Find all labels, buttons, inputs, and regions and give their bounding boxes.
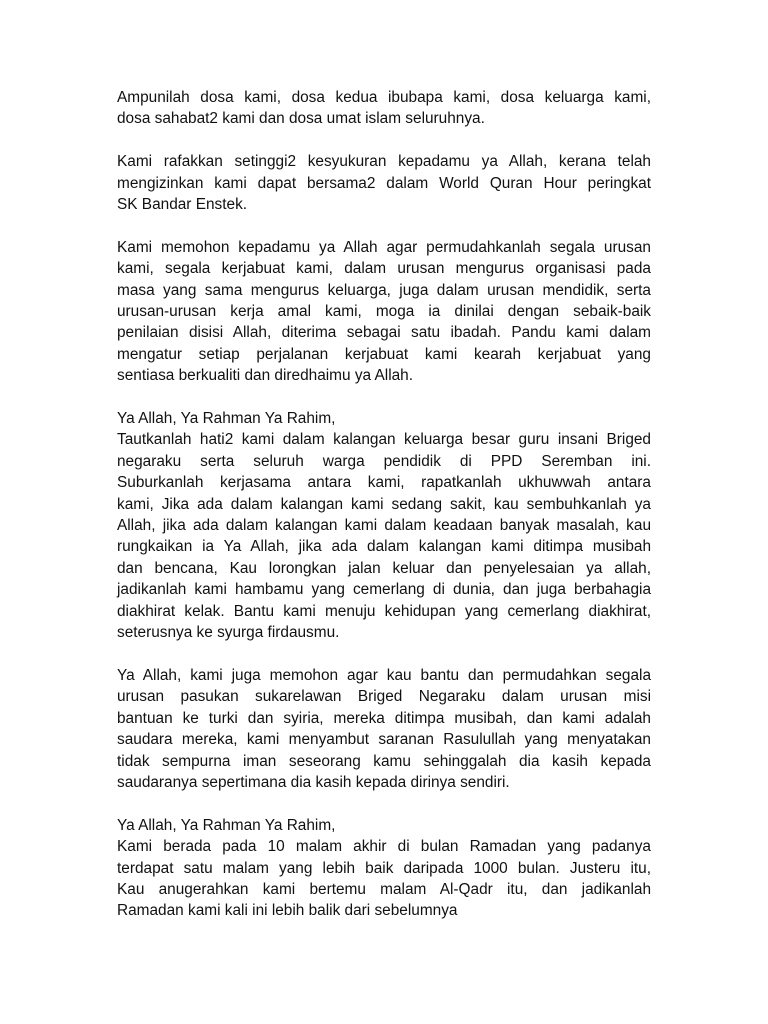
text-line: dosa sahabat2 kami dan dosa umat islam seluruhnya. <box>117 110 485 128</box>
text-line: saudaranya sepertimana dia kasih kepada dirinya sendiri. <box>117 773 510 791</box>
text-line: saudara mereka, kami menyambut saranan Rasulullah yang menyatakan <box>117 731 651 749</box>
text-line: Allah, jika ada dalam kalangan kami dalam keadaan banyak masalah, kau <box>117 517 651 535</box>
text-line: penilaian disisi Allah, diterima sebagai satu ibadah. Pandu kami dalam <box>117 324 651 342</box>
text-line: Kami memohon kepadamu ya Allah agar permudahkanlah segala urusan <box>117 238 651 256</box>
text-line: seterusnya ke syurga firdausmu. <box>117 624 340 642</box>
text-line: Ya Allah, Ya Rahman Ya Rahim, <box>117 816 336 834</box>
text-line: terdapat satu malam yang lebih baik daripada 1000 bulan. Justeru itu, <box>117 859 651 877</box>
paragraph-4 <box>117 408 651 643</box>
text-line: Ya Allah, Ya Rahman Ya Rahim, <box>117 410 336 428</box>
text-line: dan bencana, Kau lorongkan jalan keluar dan penyelesaian ya allah, <box>117 559 651 577</box>
text-line: tidak sempurna iman seseorang kamu sehinggalah dia kasih kepada <box>117 752 651 770</box>
text-line: masa yang sama mengurus keluarga, juga dalam urusan mendidik, serta <box>117 281 651 299</box>
text-line: urusan-urusan kerja amal kami, moga ia dinilai dengan sebaik-baik <box>117 303 651 321</box>
document-page <box>117 87 651 943</box>
text-line: Kau anugerahkan kami bertemu malam Al-Qadr itu, dan jadikanlah <box>117 880 651 898</box>
text-line: rungkaikan ia Ya Allah, jika ada dalam kalangan kami ditimpa musibah <box>117 538 651 556</box>
paragraph-1 <box>117 87 651 130</box>
text-line: kami, segala kerjabuat kami, dalam urusan mengurus organisasi pada <box>117 260 651 278</box>
text-line: bantuan ke turki dan syiria, mereka ditimpa musibah, dan kami adalah <box>117 709 651 727</box>
text-line: Ampunilah dosa kami, dosa kedua ibubapa kami, dosa keluarga kami, <box>117 89 651 106</box>
text-line: negaraku serta seluruh warga pendidik di PPD Seremban ini. <box>117 452 651 470</box>
text-line: mengatur setiap perjalanan kerjabuat kami kearah kerjabuat yang <box>117 345 651 363</box>
text-line: urusan pasukan sukarelawan Briged Negaraku dalam urusan misi <box>117 688 651 706</box>
text-line: mengizinkan kami dapat bersama2 dalam World Quran Hour peringkat <box>117 174 651 192</box>
paragraph-2 <box>117 151 651 215</box>
text-line: sentiasa berkualiti dan diredhaimu ya Allah. <box>117 367 414 385</box>
text-line: Ramadan kami kali ini lebih balik dari sebelumnya <box>117 902 458 920</box>
text-line: diakhirat kelak. Bantu kami menuju kehidupan yang cemerlang diakhirat, <box>117 602 651 620</box>
text-line: Kami rafakkan setinggi2 kesyukuran kepadamu ya Allah, kerana telah <box>117 153 651 171</box>
text-line: SK Bandar Enstek. <box>117 196 248 214</box>
text-line: Tautkanlah hati2 kami dalam kalangan keluarga besar guru insani Briged <box>117 431 651 449</box>
paragraph-6 <box>117 815 651 922</box>
text-line: jadikanlah kami hambamu yang cemerlang di dunia, dan juga berbahagia <box>117 581 651 599</box>
text-line: kami, Jika ada dalam kalangan kami sedang sakit, kau sembuhkanlah ya <box>117 495 651 513</box>
paragraph-5 <box>117 665 651 793</box>
text-line: Ya Allah, kami juga memohon agar kau bantu dan permudahkan segala <box>117 666 651 684</box>
text-line: Kami berada pada 10 malam akhir di bulan Ramadan yang padanya <box>117 838 651 856</box>
paragraph-3 <box>117 237 651 387</box>
text-line: Suburkanlah kerjasama antara kami, rapatkanlah ukhuwwah antara <box>117 474 651 492</box>
